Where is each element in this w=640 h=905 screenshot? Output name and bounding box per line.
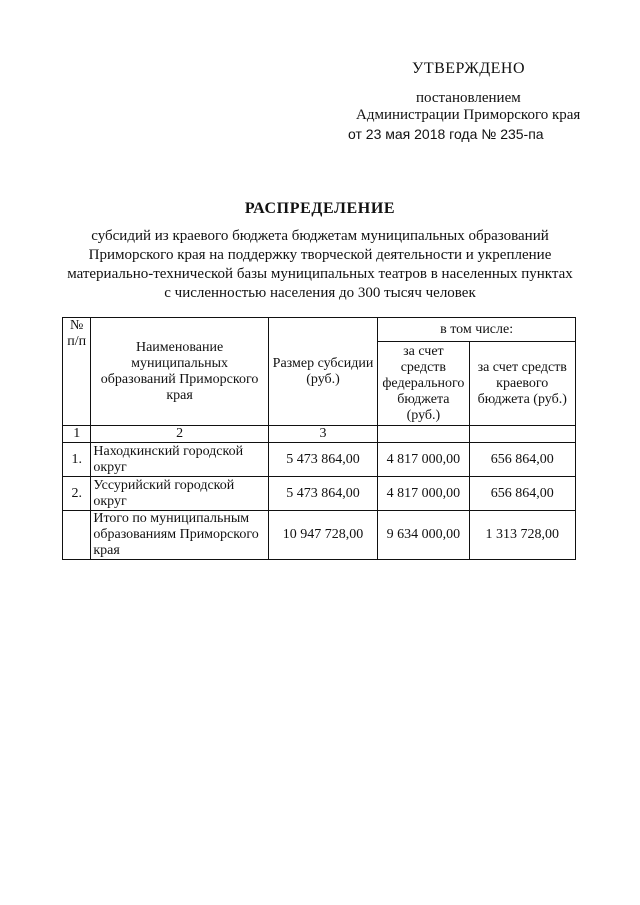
row-regional: 656 864,00 (469, 443, 576, 477)
header-size: Размер субсидии (руб.) (268, 318, 377, 426)
row-no: 1. (63, 443, 91, 477)
row-size: 5 473 864,00 (268, 477, 377, 511)
row-name: Итого по муниципальным образованиям Приморского края (91, 511, 268, 560)
row-no: 2. (63, 477, 91, 511)
approval-line-authority: Администрации Приморского края (356, 107, 581, 123)
subtitle-line: с численностью населения до 300 тысяч человек (164, 285, 476, 301)
numbering-cell: 1 (63, 426, 91, 443)
header-including: в том числе: (378, 318, 576, 342)
approval-line-date: от 23 мая 2018 года № 235-па (348, 126, 544, 142)
table-row-total (63, 511, 576, 560)
numbering-cell: 2 (91, 426, 268, 443)
header-federal: за счет средств федерального бюджета (руб.) (378, 342, 469, 426)
row-size: 5 473 864,00 (268, 443, 377, 477)
distribution-table (62, 317, 576, 560)
numbering-cell: 3 (268, 426, 377, 443)
row-federal: 4 817 000,00 (378, 443, 469, 477)
numbering-row (63, 426, 576, 443)
approval-line-resolution: постановлением (416, 90, 521, 106)
row-federal: 4 817 000,00 (378, 477, 469, 511)
numbering-cell (378, 426, 469, 443)
approval-title: УТВЕРЖДЕНО (412, 60, 526, 77)
subtitle-line: материально-технической базы муниципальных театров в населенных пунктах (67, 266, 573, 282)
row-regional: 656 864,00 (469, 477, 576, 511)
subtitle-line: субсидий из краевого бюджета бюджетам муниципальных образований (91, 228, 549, 244)
numbering-cell (469, 426, 576, 443)
table-row (63, 477, 576, 511)
row-no (63, 511, 91, 560)
row-size: 10 947 728,00 (268, 511, 377, 560)
subtitle-line: Приморского края на поддержку творческой деятельности и укрепление (88, 247, 552, 263)
row-name: Уссурийский городской округ (91, 477, 268, 511)
header-regional: за счет средств краевого бюджета (руб.) (469, 342, 576, 426)
document-subtitle (60, 227, 580, 303)
row-federal: 9 634 000,00 (378, 511, 469, 560)
header-name: Наименование муниципальных образований Приморского края (91, 318, 268, 426)
row-name: Находкинский городской округ (91, 443, 268, 477)
table-row (63, 443, 576, 477)
document-title: РАСПРЕДЕЛЕНИЕ (244, 200, 396, 217)
row-regional: 1 313 728,00 (469, 511, 576, 560)
header-no: № п/п (63, 318, 91, 426)
